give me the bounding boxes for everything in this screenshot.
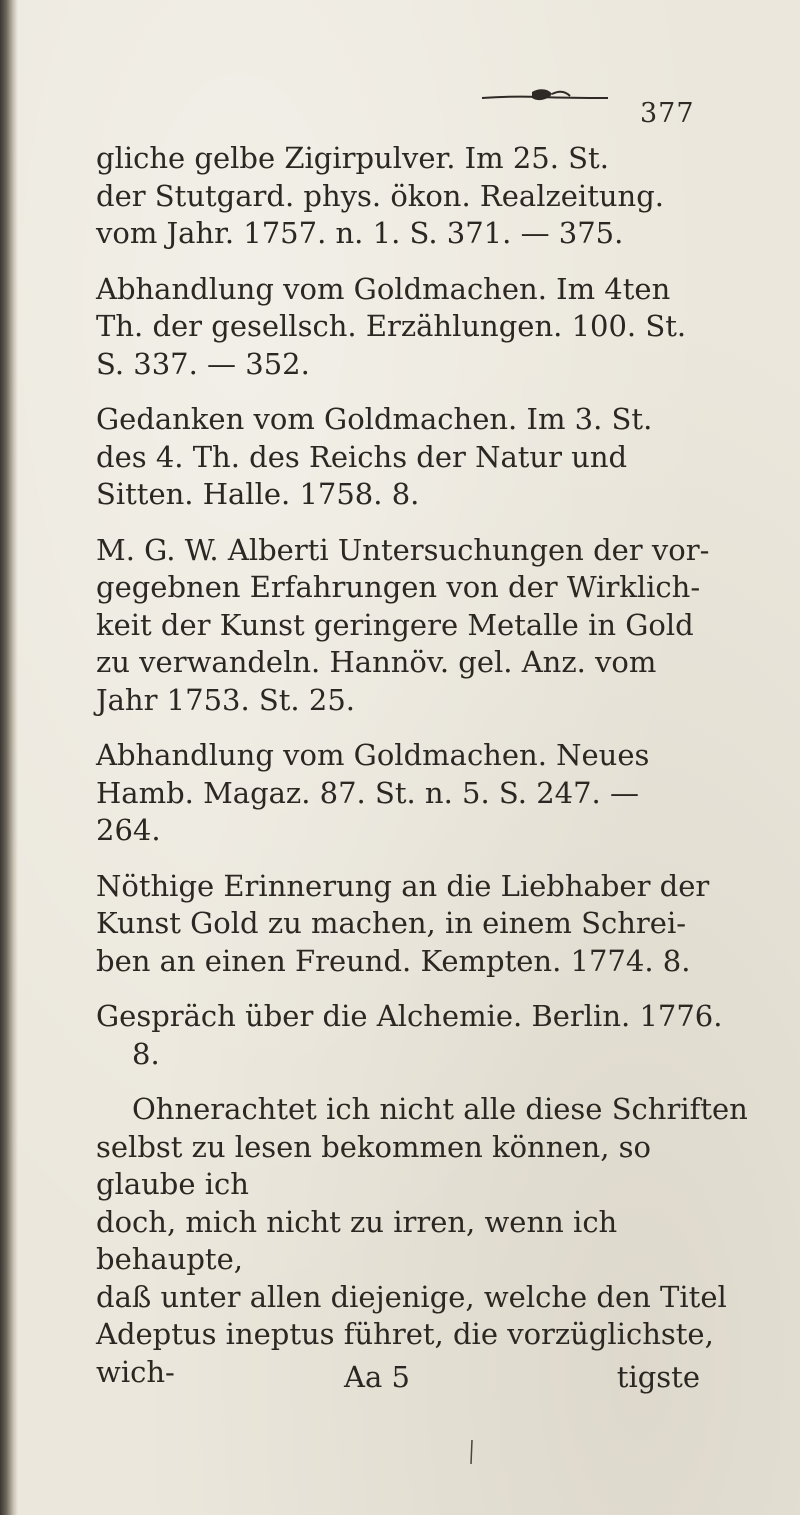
bibliography-entry <box>96 998 756 1073</box>
entry-line: der Stutgard. phys. ökon. Realzeitung. <box>96 178 664 213</box>
entry-line: Sitten. Halle. 1758. 8. <box>96 477 420 511</box>
entry-line: Jahr 1753. St. 25. <box>96 682 355 717</box>
entry-line: M. G. W. Alberti Untersuchungen der vor- <box>96 532 710 567</box>
body-paragraph <box>96 1091 756 1391</box>
entry-line: Hamb. Magaz. 87. St. n. 5. S. 247. — <box>96 775 639 810</box>
entry-line: vom Jahr. 1757. n. 1. S. 371. — 375. <box>96 216 624 250</box>
paragraph-line: Ohnerachtet ich nicht alle diese Schriften <box>132 1092 748 1126</box>
header-ornament-icon <box>480 86 610 106</box>
paragraph-line: selbst zu lesen bekommen können, so glaube ich <box>96 1129 652 1201</box>
entry-line: Kunst Gold zu machen, in einem Schrei- <box>96 906 687 940</box>
signature-mark: Aa 5 <box>344 1360 410 1394</box>
bibliography-entry <box>96 532 756 720</box>
bibliography-entry <box>96 140 756 253</box>
entry-line: Nöthige Erinnerung an die Liebhaber der <box>96 868 710 903</box>
catchword: tigste <box>616 1360 700 1394</box>
paragraph-line: doch, mich nicht zu irren, wenn ich behaupte, <box>96 1204 618 1276</box>
entry-line: 264. <box>96 813 161 847</box>
paragraph-line: Adeptus ineptus führet, die vorzüglichste, wich- <box>96 1317 714 1389</box>
paragraph-line: daß unter allen diejenige, welche den Titel <box>96 1279 727 1314</box>
entry-line: Abhandlung vom Goldmachen. Im 4ten <box>96 271 671 306</box>
page-footer <box>96 1360 756 1400</box>
entry-line: keit der Kunst geringere Metalle in Gold <box>96 607 694 642</box>
page-number: 377 <box>640 98 695 129</box>
page-body <box>96 140 756 1391</box>
entry-line: Abhandlung vom Goldmachen. Neues <box>96 738 650 772</box>
bibliography-entry <box>96 868 756 981</box>
entry-line: zu verwandeln. Hannöv. gel. Anz. vom <box>96 645 657 679</box>
entry-line: gegebnen Erfahrungen von der Wirklich- <box>96 570 701 604</box>
entry-line: Gedanken vom Goldmachen. Im 3. St. <box>96 402 653 436</box>
entry-line: Th. der gesellsch. Erzählungen. 100. St. <box>96 309 687 343</box>
entry-line: Gespräch über die Alchemie. Berlin. 1776. 8. <box>96 999 723 1071</box>
entry-line: S. 337. — 352. <box>96 346 310 381</box>
bibliography-entry <box>96 737 756 850</box>
entry-line: des 4. Th. des Reichs der Natur und <box>96 439 628 474</box>
book-spine-shadow <box>0 0 18 1515</box>
bibliography-entry <box>96 271 756 384</box>
bibliography-entry <box>96 401 756 514</box>
entry-line: gliche gelbe Zigirpulver. Im 25. St. <box>96 141 609 175</box>
entry-line: ben an einen Freund. Kempten. 1774. 8. <box>96 943 691 978</box>
paper-mark-icon <box>470 1440 474 1464</box>
